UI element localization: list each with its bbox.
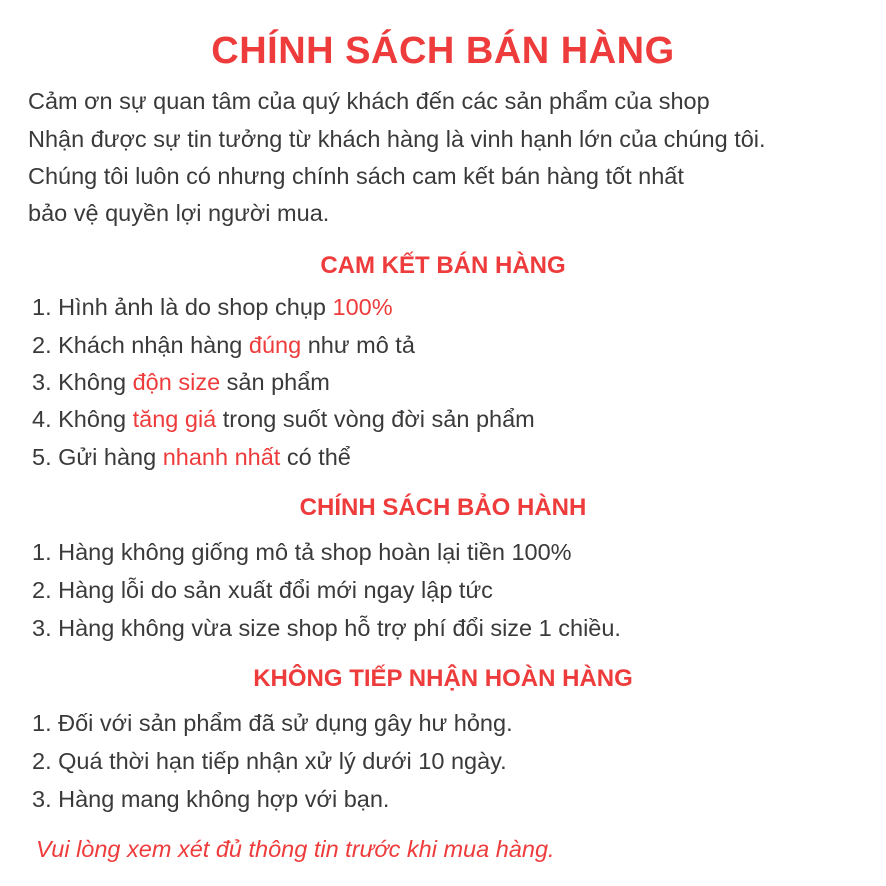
commitment-item-highlight: độn size: [132, 369, 221, 395]
commitment-item-highlight: đúng: [248, 332, 302, 358]
commitment-title: CAM KẾT BÁN HÀNG: [320, 252, 566, 279]
commitment-item-highlight: tăng giá: [132, 406, 217, 432]
warranty-item: 3. Hàng không vừa size shop hỗ trợ phí đổi size 1 chiều.: [32, 615, 621, 641]
warranty-item: 1. Hàng không giống mô tả shop hoàn lại tiền 100%: [32, 539, 572, 565]
intro-line: Cảm ơn sự quan tâm của quý khách đến các sản phẩm của shop: [28, 88, 710, 114]
commitment-item-text: sản phẩm: [220, 369, 330, 395]
no-return-item: 3. Hàng mang không hợp với bạn.: [32, 786, 390, 812]
commitment-item-text: như mô tả: [301, 332, 415, 358]
commitment-item-highlight: nhanh nhất: [162, 444, 281, 470]
commitment-item: [32, 444, 351, 471]
no-return-title: KHÔNG TIẾP NHẬN HOÀN HÀNG: [253, 665, 633, 692]
intro-line: Chúng tôi luôn có nhưng chính sách cam kết bán hàng tốt nhất: [28, 163, 684, 189]
intro-line: Nhận được sự tin tưởng từ khách hàng là vinh hạnh lớn của chúng tôi.: [28, 126, 766, 152]
warranty-title: CHÍNH SÁCH BẢO HÀNH: [299, 494, 587, 521]
warranty-item: 2. Hàng lỗi do sản xuất đổi mới ngay lập tức: [32, 577, 493, 603]
commitment-item-highlight: 100%: [332, 294, 393, 320]
no-return-item: 2. Quá thời hạn tiếp nhận xử lý dưới 10 ngày.: [32, 748, 507, 774]
page-title: CHÍNH SÁCH BÁN HÀNG: [211, 30, 675, 72]
no-return-item: 1. Đối với sản phẩm đã sử dụng gây hư hỏng.: [32, 710, 513, 736]
commitment-item: [32, 332, 415, 359]
commitment-item-text: 4. Không: [32, 406, 133, 432]
commitment-item-text: trong suốt vòng đời sản phẩm: [216, 406, 535, 432]
commitment-item-text: 5. Gửi hàng: [32, 444, 163, 470]
commitment-item-text: 2. Khách nhận hàng: [32, 332, 249, 358]
commitment-item-text: có thể: [280, 444, 351, 470]
footer-note: Vui lòng xem xét đủ thông tin trước khi mua hàng.: [36, 836, 555, 862]
commitment-item-text: 1. Hình ảnh là do shop chụp: [32, 294, 333, 320]
commitment-item: [32, 369, 330, 396]
commitment-item-text: 3. Không: [32, 369, 133, 395]
intro-line: bảo vệ quyền lợi người mua.: [28, 200, 330, 226]
commitment-item: [32, 406, 535, 433]
commitment-item: [32, 294, 393, 321]
